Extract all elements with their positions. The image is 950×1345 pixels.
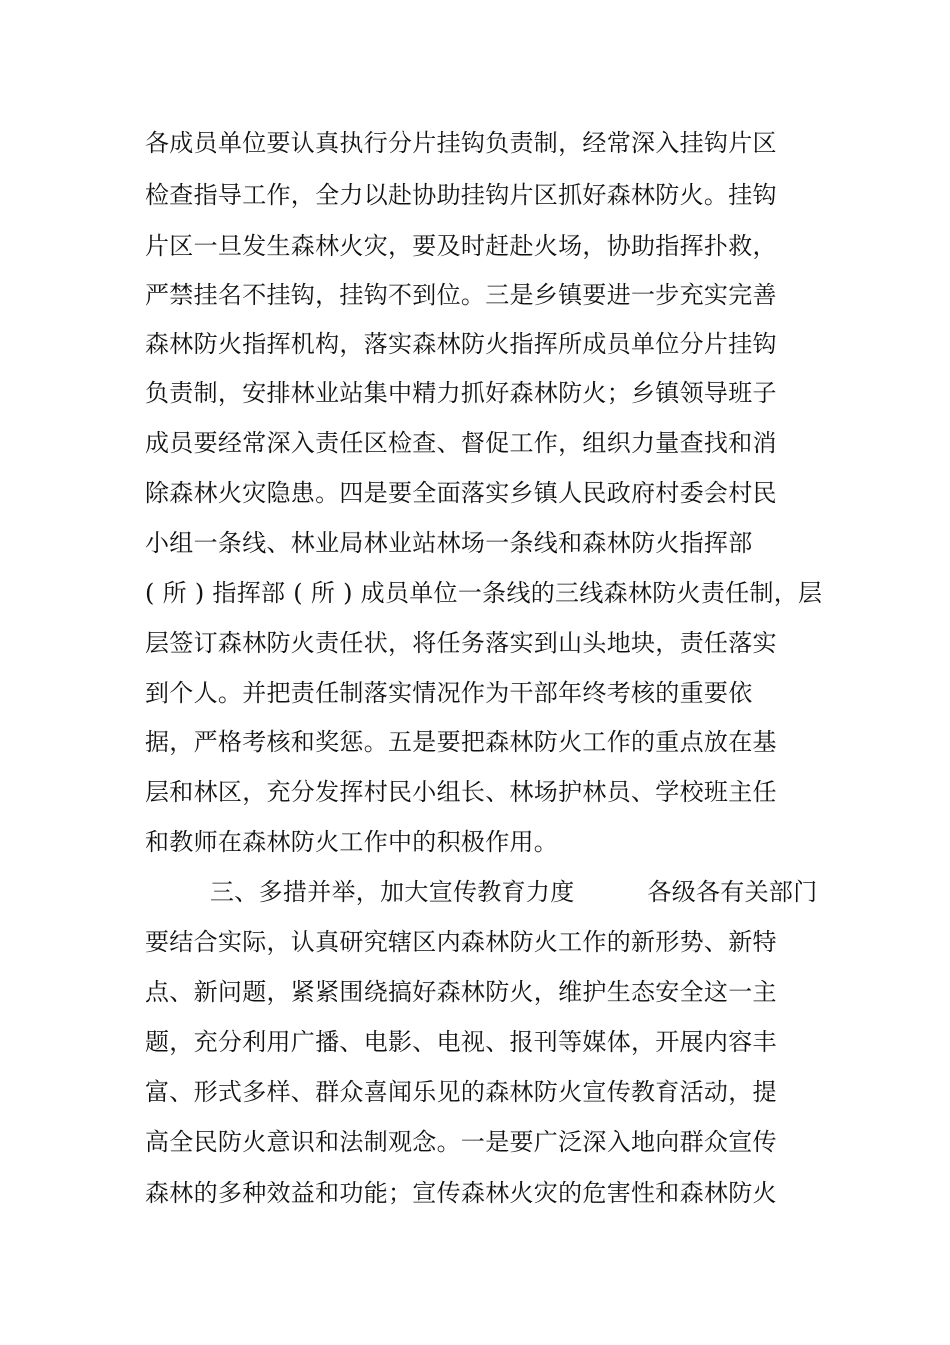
text-line: 各成员单位要认真执行分片挂钩负责制，经常深入挂钩片区	[145, 129, 777, 157]
text-line: 负责制，安排林业站集中精力抓好森林防火；乡镇领导班子	[145, 379, 777, 407]
text-line: 到个人。并把责任制落实情况作为干部年终考核的重要依	[145, 679, 753, 707]
section-heading-line: 三、多措并举，加大宣传教育力度 各级各有关部门	[210, 878, 818, 906]
text-line: 富、形式多样、群众喜闻乐见的森林防火宣传教育活动，提	[145, 1078, 777, 1106]
text-line: 层签订森林防火责任状，将任务落实到山头地块，责任落实	[145, 629, 777, 657]
text-line: 小组一条线、林业局林业站林场一条线和森林防火指挥部	[145, 529, 753, 557]
text-line: 森林防火指挥机构，落实森林防火指挥所成员单位分片挂钩	[145, 330, 777, 358]
text-line: ( 所 ) 指挥部 ( 所 ) 成员单位一条线的三线森林防火责任制，层	[145, 579, 823, 607]
text-line: 成员要经常深入责任区检查、督促工作，组织力量查找和消	[145, 429, 777, 457]
text-line: 点、新问题，紧紧围绕搞好森林防火，维护生态安全这一主	[145, 978, 777, 1006]
text-line: 严禁挂名不挂钩，挂钩不到位。三是乡镇要进一步充实完善	[145, 281, 777, 309]
text-line: 据，严格考核和奖惩。五是要把森林防火工作的重点放在基	[145, 728, 777, 756]
text-line: 和教师在森林防火工作中的积极作用。	[145, 828, 559, 856]
text-line: 要结合实际，认真研究辖区内森林防火工作的新形势、新特	[145, 928, 777, 956]
text-line: 高全民防火意识和法制观念。一是要广泛深入地向群众宣传	[145, 1128, 777, 1156]
text-line: 片区一旦发生森林火灾，要及时赶赴火场，协助指挥扑救，	[145, 232, 777, 260]
text-line: 除森林火灾隐患。四是要全面落实乡镇人民政府村委会村民	[145, 479, 777, 507]
text-line: 森林的多种效益和功能；宣传森林火灾的危害性和森林防火	[145, 1179, 777, 1207]
text-line: 检查指导工作，全力以赴协助挂钩片区抓好森林防火。挂钩	[145, 181, 777, 209]
text-line: 层和林区，充分发挥村民小组长、林场护林员、学校班主任	[145, 778, 777, 806]
text-line: 题，充分利用广播、电影、电视、报刊等媒体，开展内容丰	[145, 1028, 777, 1056]
